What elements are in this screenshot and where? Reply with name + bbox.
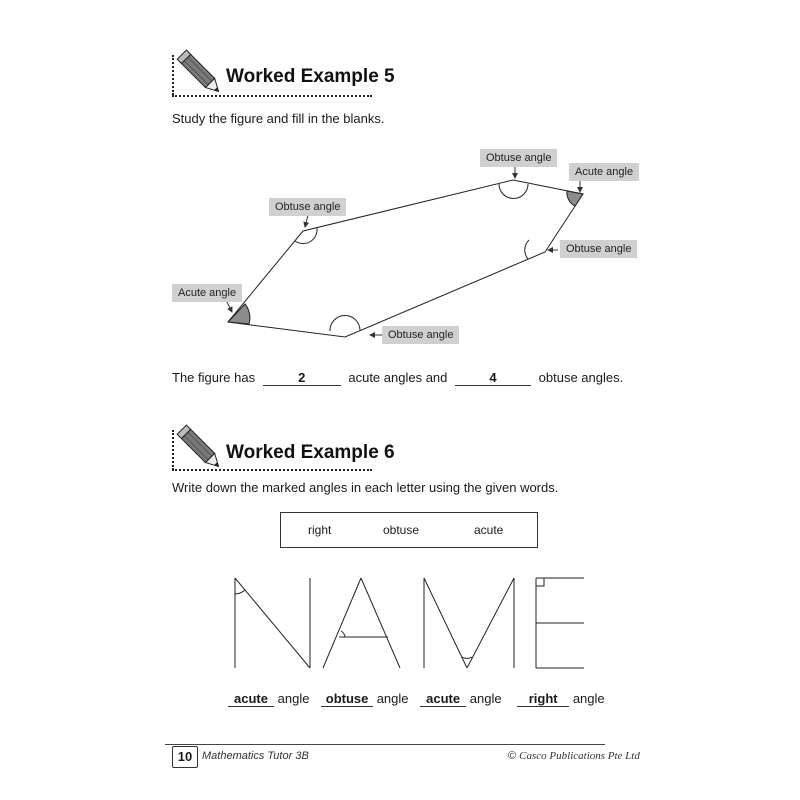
letter-answers xyxy=(228,691,605,707)
answer-suffix: obtuse angles. xyxy=(538,370,624,385)
angle-word: angle xyxy=(277,691,310,706)
answer-blank-A: obtuse xyxy=(321,691,373,707)
angle-label: Obtuse angle xyxy=(382,326,459,344)
copyright-notice xyxy=(508,750,640,762)
angle-label: Obtuse angle xyxy=(560,240,637,258)
answer-blank-M: acute xyxy=(420,691,466,707)
word-bank-item: right xyxy=(308,523,332,537)
example6-title-underline xyxy=(172,469,372,471)
page-number: 10 xyxy=(172,746,198,768)
footer-rule xyxy=(165,744,605,745)
answer-blank-N: acute xyxy=(228,691,274,707)
angle-label: Acute angle xyxy=(569,163,639,181)
obtuse-angle-arc xyxy=(499,184,528,199)
angle-label: Acute angle xyxy=(172,284,242,302)
angle-word: angle xyxy=(572,691,605,706)
answer-prefix: The figure has xyxy=(172,370,256,385)
angle-label: Obtuse angle xyxy=(480,149,557,167)
acute-angle-mark xyxy=(567,191,583,206)
example5-title-underline xyxy=(172,95,372,97)
acute-angle-mark xyxy=(228,304,250,324)
obtuse-angle-arc xyxy=(525,240,529,259)
example5-title-sideline xyxy=(172,55,174,95)
publisher-name: Casco Publications Pte Ltd xyxy=(519,750,640,762)
word-bank xyxy=(280,512,538,548)
letter-N xyxy=(235,578,310,668)
letter-E xyxy=(536,578,584,668)
word-bank-item: obtuse xyxy=(383,523,420,537)
letter-A xyxy=(323,578,400,668)
obtuse-angle-arc xyxy=(330,316,360,331)
letter-M xyxy=(424,578,514,668)
answer-blank-E: right xyxy=(517,691,569,707)
pencil-icon xyxy=(177,425,223,471)
acute-count-blank: 2 xyxy=(263,370,341,386)
answer-middle: acute angles and xyxy=(348,370,448,385)
angle-word: angle xyxy=(376,691,409,706)
example6-title: Worked Example 6 xyxy=(226,442,395,463)
example6-title-sideline xyxy=(172,430,174,470)
pencil-icon xyxy=(177,50,223,96)
example5-instruction: Study the figure and fill in the blanks. xyxy=(172,111,385,126)
book-title: Mathematics Tutor 3B xyxy=(202,750,309,762)
copyright-icon: © xyxy=(508,750,517,762)
word-bank-item: acute xyxy=(474,523,504,537)
angle-word: angle xyxy=(469,691,502,706)
angle-label: Obtuse angle xyxy=(269,198,346,216)
example5-title: Worked Example 5 xyxy=(226,66,395,87)
example5-answer-sentence xyxy=(172,370,623,386)
obtuse-count-blank: 4 xyxy=(455,370,531,386)
example6-instruction: Write down the marked angles in each letter using the given words. xyxy=(172,480,559,495)
